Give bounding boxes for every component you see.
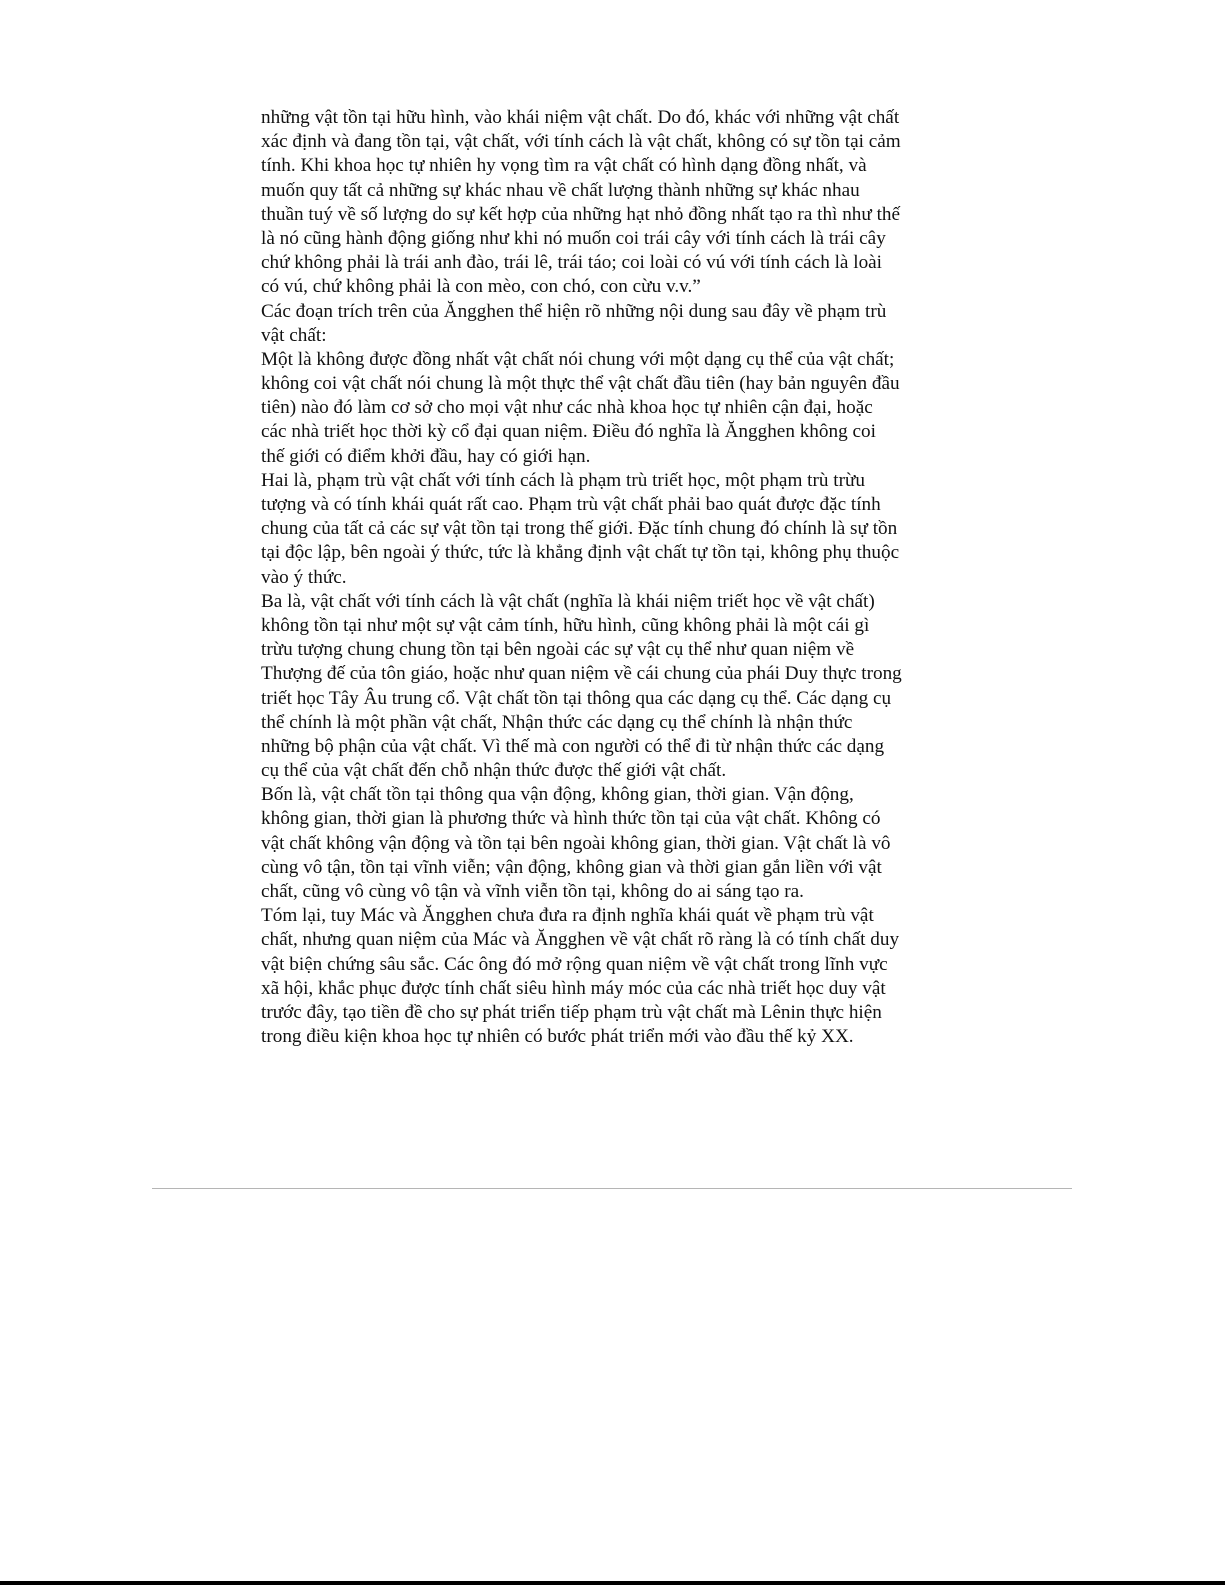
text-line: trong điều kiện khoa học tự nhiên có bước phát triển mới vào đầu thế kỷ XX. xyxy=(261,1026,854,1048)
text-line: tính. Khi khoa học tự nhiên hy vọng tìm ra vật chất có hình dạng đồng nhất, và xyxy=(261,155,867,177)
text-line: là nó cũng hành động giống như khi nó muốn coi trái cây với tính cách là trái cây xyxy=(261,227,886,249)
text-line: tiên) nào đó làm cơ sở cho mọi vật như các nhà khoa học tự nhiên cận đại, hoặc xyxy=(261,397,873,419)
text-line: thể chính là một phần vật chất, Nhận thức các dạng cụ thể chính là nhận thức xyxy=(261,711,853,733)
text-line: vật biện chứng sâu sắc. Các ông đó mở rộng quan niệm về vật chất trong lĩnh vực xyxy=(261,953,888,975)
text-line: Bốn là, vật chất tồn tại thông qua vận động, không gian, thời gian. Vận động, xyxy=(261,784,854,806)
text-line: không coi vật chất nói chung là một thực thể vật chất đầu tiên (hay bản nguyên đầu xyxy=(261,373,900,395)
text-line: Tóm lại, tuy Mác và Ăngghen chưa đưa ra định nghĩa khái quát về phạm trù vật xyxy=(261,905,874,927)
text-line: chất, nhưng quan niệm của Mác và Ăngghen về vật chất rõ ràng là có tính chất duy xyxy=(261,929,900,951)
text-line: triết học Tây Âu trung cổ. Vật chất tồn tại thông qua các dạng cụ thể. Các dạng cụ xyxy=(261,687,892,709)
text-line: cụ thể của vật chất đến chỗ nhận thức được thế giới vật chất. xyxy=(261,760,727,782)
text-line: trước đây, tạo tiền đề cho sự phát triển tiếp phạm trù vật chất mà Lênin thực hiện xyxy=(261,1001,882,1023)
text-line: Các đoạn trích trên của Ăngghen thể hiện rõ những nội dung sau đây về phạm trù xyxy=(261,300,887,322)
text-line: các nhà triết học thời kỳ cổ đại quan niệm. Điều đó nghĩa là Ăngghen không coi xyxy=(261,421,876,443)
text-line: không tồn tại như một sự vật cảm tính, hữu hình, cũng không phải là một cái gì xyxy=(261,614,870,636)
text-line: muốn quy tất cả những sự khác nhau về chất lượng thành những sự khác nhau xyxy=(261,179,860,201)
text-line: tượng và có tính khái quát rất cao. Phạm trù vật chất phải bao quát được đặc tính xyxy=(261,494,881,515)
text-line: Ba là, vật chất với tính cách là vật chất (nghĩa là khái niệm triết học về vật chất) xyxy=(261,590,875,612)
text-line: thuần tuý về số lượng do sự kết hợp của những hạt nhỏ đồng nhất tạo ra thì như thế xyxy=(261,203,901,225)
text-line: vào ý thức. xyxy=(261,566,347,588)
text-line: xã hội, khắc phục được tính chất siêu hình máy móc của các nhà triết học duy vật xyxy=(261,977,886,999)
text-line: vật chất không vận động và tồn tại bên ngoài không gian, thời gian. Vật chất là vô xyxy=(261,832,891,854)
document-body xyxy=(261,106,966,1049)
text-line: tại độc lập, bên ngoài ý thức, tức là khẳng định vật chất tự tồn tại, không phụ thuộc xyxy=(261,542,900,564)
page-separator-line xyxy=(152,1188,1072,1189)
text-line: chứ không phải là trái anh đào, trái lê, trái táo; coi loài có vú với tính cách là loài xyxy=(261,252,883,274)
text-line: Một là không được đồng nhất vật chất nói chung với một dạng cụ thể của vật chất; xyxy=(261,348,895,370)
text-line: những vật tồn tại hữu hình, vào khái niệm vật chất. Do đó, khác với những vật chất xyxy=(261,107,900,128)
text-line: Thượng đế của tôn giáo, hoặc như quan niệm về cái chung của phái Duy thực trong xyxy=(261,663,902,685)
text-line: những bộ phận của vật chất. Vì thế mà con người có thể đi từ nhận thức các dạng xyxy=(261,735,885,757)
text-line: vật chất: xyxy=(261,324,327,346)
text-line: trừu tượng chung chung tồn tại bên ngoài các sự vật cụ thể như quan niệm về xyxy=(261,639,855,661)
text-line: Hai là, phạm trù vật chất với tính cách là phạm trù triết học, một phạm trù trừu xyxy=(261,469,865,491)
text-line: chung của tất cả các sự vật tồn tại trong thế giới. Đặc tính chung đó chính là sự tồn xyxy=(261,518,898,540)
text-line: cùng vô tận, tồn tại vĩnh viễn; vận động, không gian và thời gian gắn liền với vật xyxy=(261,856,882,878)
text-line: có vú, chứ không phải là con mèo, con chó, con cừu v.v.” xyxy=(261,276,701,298)
text-line: thế giới có điểm khởi đầu, hay có giới hạn. xyxy=(261,445,591,467)
text-line: không gian, thời gian là phương thức và hình thức tồn tại của vật chất. Không có xyxy=(261,808,881,830)
text-line: chất, cũng vô cùng vô tận và vĩnh viễn tồn tại, không do ai sáng tạo ra. xyxy=(261,881,804,902)
text-line: xác định và đang tồn tại, vật chất, với tính cách là vật chất, không có sự tồn tại cảm xyxy=(261,131,901,153)
bottom-border xyxy=(0,1581,1225,1585)
